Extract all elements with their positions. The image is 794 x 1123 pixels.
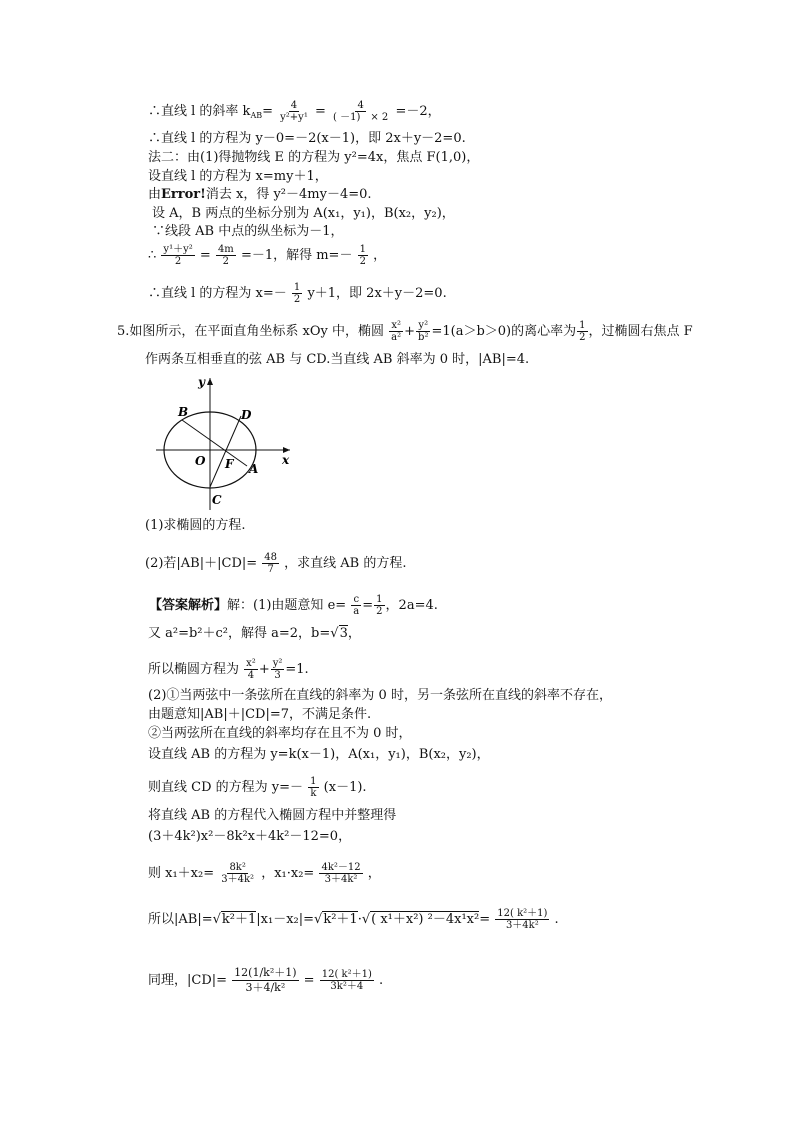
midpoint-line: ∵线段 AB 中点的纵坐标为－1， xyxy=(152,224,344,239)
ellipse-diagram xyxy=(150,372,300,512)
slope-line: ∴直线 l 的斜率 $k_{AB}=$ $\frac{4}{\text{y²+y¹}}$ = $\frac{4}{( -1) \times 2}$ =－2， xyxy=(148,100,441,123)
answer-line-4: (2)①当两弦中一条弦所在直线的斜率为 0 时，另一条弦所在直线的斜率不存在， xyxy=(148,688,612,703)
answer-line-13: 同理，|CD|= $\frac{\text{12(1/k²＋1)}}{\text{3＋4/k²}}$ = $\frac{\text{12( k²＋1)}}{\text{3k²＋4}}$ . xyxy=(148,966,384,994)
label-f: F xyxy=(225,457,234,471)
answer-line-9: 将直线 AB 的方程代入椭圆方程中并整理得 xyxy=(148,808,397,823)
answer-line-3: 所以椭圆方程为 $\frac{\text{x²}}{4}$ + $\frac{\text{y²}}{3}$ =1. xyxy=(148,658,309,681)
problem-5-statement-cont: 作两条互相垂直的弦 AB 与 CD.当直线 AB 斜率为 0 时，|AB|=4. xyxy=(145,352,530,367)
line-equation-2: ∴直线 l 的方程为 x=－ $\frac{1}{2}$ y＋1，即 2x＋y－2=0. xyxy=(148,282,447,305)
label-c: C xyxy=(212,493,222,507)
answer-line-5: 由题意知|AB|＋|CD|=7，不满足条件. xyxy=(148,707,372,722)
chord-cd xyxy=(210,416,241,487)
label-b: B xyxy=(178,405,189,419)
answer-line-1: 【答案解析】解：(1)由题意知 e= $\frac{c}{a}$ = $\frac{1}{2}$ ，2a=4. xyxy=(149,594,438,617)
answer-line-12: 所以|AB|=√k²＋1|x₁－x₂|=√k²＋1·√( x¹＋x²) ²－4x¹x²= $\frac{\text{12( k²＋1)}}{\text{3＋4k²}}$ . xyxy=(148,908,559,931)
answer-line-2: 又 a²=b²＋c²，解得 a=2，b=√3， xyxy=(148,626,361,641)
set-line-equation: 设直线 l 的方程为 x=my＋1， xyxy=(148,169,328,184)
eliminate-line: 由Error!消去 x，得 y²－4my－4=0. xyxy=(148,187,372,202)
answer-line-11: 则 x₁＋x₂= $\frac{\text{8k²}}{\text{3＋4k²}}$ ，x₁·x₂= $\frac{\text{4k²－12}}{\text{3＋4k²}}$ ， xyxy=(148,862,381,885)
label-o: O xyxy=(195,454,206,468)
answer-line-10: (3＋4k²)x²－8k²x＋4k²－12=0， xyxy=(148,829,352,844)
y-axis-arrow-icon xyxy=(207,378,213,385)
problem-5-statement: 5.如图所示，在平面直角坐标系 xOy 中，椭圆 $\frac{\text{x²}}{\text{a²}}$ + $\frac{\text{y²}}{\text{b²}}$ =1(a＞b＞0)的离心率为 $\frac{1}{2}$ ，过椭圆右焦点 F xyxy=(117,320,693,343)
label-y: y xyxy=(198,375,205,389)
question-2: (2)若|AB|＋|CD|= $\frac{48}{7}$ ，求直线 AB 的方程. xyxy=(145,552,407,575)
coordinates-line: 设 A，B 两点的坐标分别为 A(x₁，y₁)，B(x₂，y₂)， xyxy=(152,206,455,221)
answer-line-6: ②当两弦所在直线的斜率均存在且不为 0 时， xyxy=(148,726,412,741)
label-d: D xyxy=(241,408,252,422)
line-equation-1: ∴直线 l 的方程为 y－0=－2(x－1)，即 2x＋y－2=0. xyxy=(148,131,466,146)
answer-line-8: 则直线 CD 的方程为 y=－ $\frac{1}{k}$ (x－1). xyxy=(148,776,367,799)
solve-m-line: ∴ $\frac{\text{y¹＋y²}}{2}$ = $\frac{4m}{2}$ =－1，解得 m=－ $\frac{1}{2}$ ， xyxy=(148,244,387,267)
method-two-line: 法二：由(1)得抛物线 E 的方程为 y²=4x，焦点 F(1,0)， xyxy=(148,150,480,165)
chord-ab xyxy=(182,420,247,466)
label-a: A xyxy=(249,462,259,476)
label-x: x xyxy=(282,453,290,467)
question-1: (1)求椭圆的方程. xyxy=(145,518,246,533)
answer-line-7: 设直线 AB 的方程为 y=k(x－1)，A(x₁，y₁)，B(x₂，y₂)， xyxy=(148,747,490,762)
